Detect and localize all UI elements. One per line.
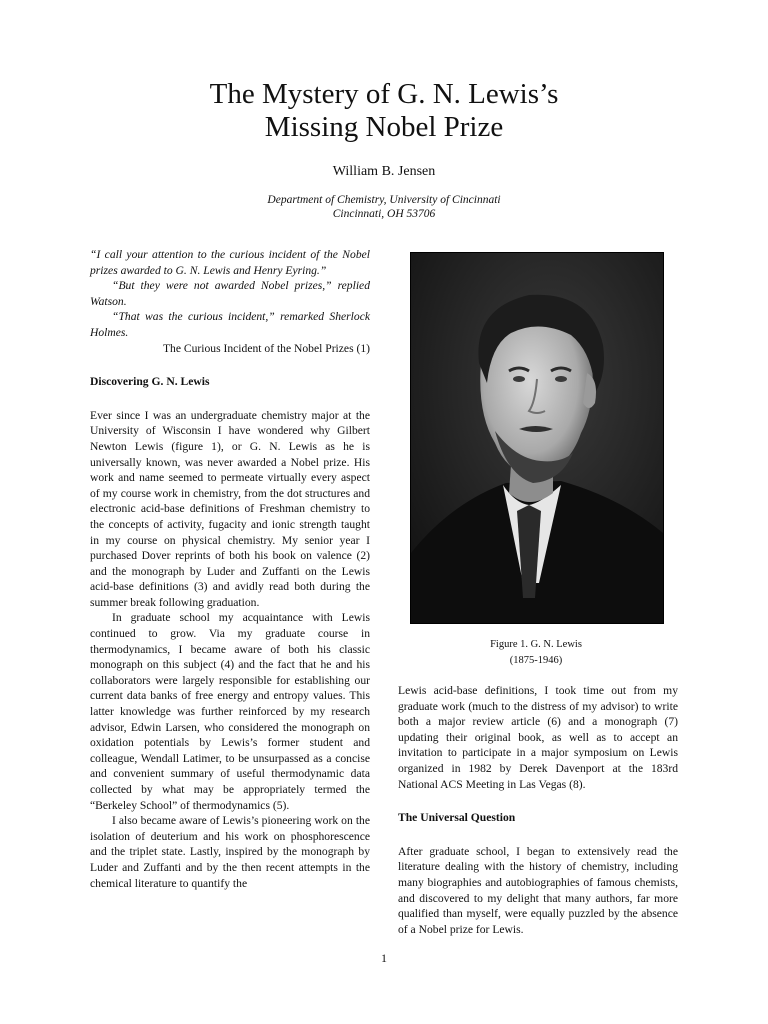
author-name: William B. Jensen bbox=[332, 164, 436, 179]
section-heading-universal-question: The Universal Question bbox=[398, 811, 516, 825]
epigraph-quote-1: “I call your attention to the curious incident of the Nobel prizes awarded to G. N. Lewis and Henry Eyring.” bbox=[90, 248, 370, 277]
figure-caption-title: Figure 1. G. N. Lewis bbox=[490, 639, 582, 650]
portrait-illustration bbox=[411, 253, 663, 623]
body-paragraph-3: I also became aware of Lewis’s pioneering work on the isolation of deuterium and his work on phosphorescence and the triplet state. Lastly, inspired by the monograph by Luder and Zuffanti and by the then recent attempts in the chemical literature to quantify the bbox=[90, 814, 370, 890]
body-paragraph-1: Ever since I was an undergraduate chemistry major at the University of Wisconsin I have wondered why Gilbert Newton Lewis (figure 1), or G. N. Lewis as he is universally known, was never awarded a Nobel prize. His work and name seemed to permeate virtually every aspect of my course work in chemistry, from the dot structures and electronic acid-base definitions of Freshman chemistry to the concepts of activity, fugacity and ionic strength taught in my course on physical chemistry. My senior year I purchased Dover reprints of both his book on valence (2) and the monograph by Luder and Zuffanti on the Lewis acid-base definitions (3) and avidly read both during the summer break following graduation. bbox=[90, 408, 370, 609]
body-paragraph-3-continued: Lewis acid-base definitions, I took time out from my graduate work (much to the distress of my advisor) to write both a major review article (6) and a monograph (7) updating their original book, as well as to accept an invitation to participate in a major symposium on Lewis organized in 1982 by Derek Davenport at the 183rd National ACS Meeting in Las Vegas (8). bbox=[398, 684, 678, 791]
figure-caption-dates: (1875-1946) bbox=[509, 655, 563, 666]
figure-caption bbox=[410, 637, 662, 669]
body-paragraph-2: In graduate school my acquaintance with Lewis continued to grow. Via my graduate course in thermodynamics, I became aware of both his classic monograph on this subject (4) and the fact that he and his collaborators were largely responsible for establishing our current data banks of free energy and entropy values. This latter knowledge was further reinforced by my research advisor, Edwin Larsen, who considered the monograph on oxidation potentials by Lewis’s former student and colleague, Wendall Latimer, to be unsurpassed as a concise and convenient summary of useful thermodynamic data collected by what may be appropriately termed the “Berkeley School” of thermodynamics (5). bbox=[90, 611, 370, 812]
title-line-1: The Mystery of G. N. Lewis’s bbox=[209, 78, 559, 110]
epigraph-quote-3: “That was the curious incident,” remarked Sherlock Holmes. bbox=[90, 310, 370, 339]
title-line-2: Missing Nobel Prize bbox=[264, 111, 504, 143]
affiliation-line-1: Department of Chemistry, University of Cincinnati bbox=[267, 194, 501, 206]
affiliation bbox=[0, 193, 768, 221]
body-paragraph-4: After graduate school, I began to extensively read the literature dealing with the history of chemistry, including many biographies and autobiographies of famous chemists, and discovered to my delight that many authors, far more qualified than myself, were equally puzzled by the absence of a Nobel prize for Lewis. bbox=[398, 844, 678, 936]
portrait-photo bbox=[410, 252, 664, 624]
affiliation-line-2: Cincinnati, OH 53706 bbox=[332, 208, 436, 220]
right-column bbox=[398, 683, 678, 937]
paper-title bbox=[0, 78, 768, 144]
epigraph-quote-2: “But they were not awarded Nobel prizes,” replied Watson. bbox=[90, 279, 370, 308]
page-number: 1 bbox=[381, 951, 387, 965]
left-column bbox=[90, 247, 370, 891]
epigraph-source: The Curious Incident of the Nobel Prizes (1) bbox=[162, 341, 370, 355]
section-heading-discovering: Discovering G. N. Lewis bbox=[90, 375, 210, 389]
